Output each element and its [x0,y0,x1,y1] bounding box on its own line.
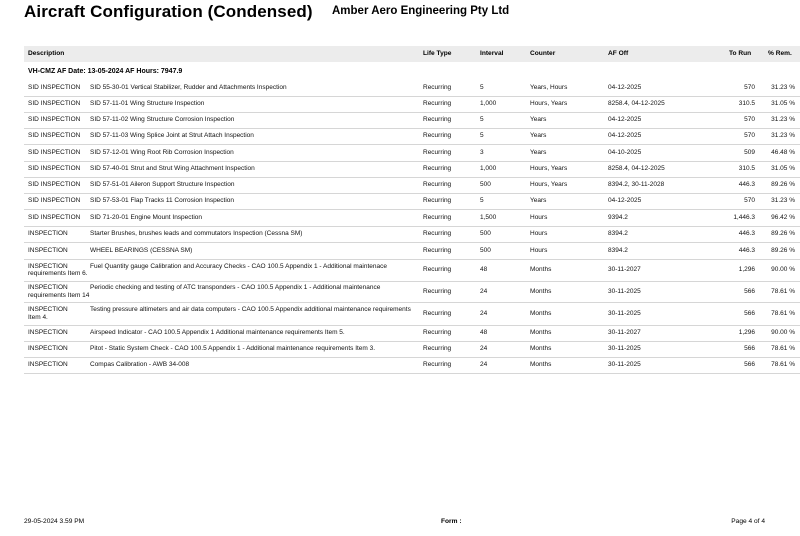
row-counter: Months [530,266,552,274]
row-pct-rem: 78.61 % [771,345,795,353]
row-desc-text: Airspeed Indicator - CAO 100.5 Appendix 1 Additional maintenance requirements Item 5. [90,329,345,337]
row-to-run: 1,296 [738,329,755,337]
table-row [24,281,800,303]
aircraft-group-label: VH-CMZ AF Date: 13-05-2024 AF Hours: 7947.9 [28,68,183,75]
row-type: SID INSPECTION [28,181,81,189]
row-counter: Months [530,287,552,295]
page-number: Page 4 of 4 [731,518,765,525]
row-type: SID INSPECTION [28,132,81,140]
row-af-off: 8394.2 [608,230,628,238]
row-pct-rem: 46.48 % [771,148,795,156]
row-type: INSPECTION [28,306,68,314]
row-pct-rem: 96.42 % [771,213,795,221]
row-af-off: 04-12-2025 [608,84,642,92]
row-desc-text: SID 57-11-02 Wing Structure Corrosion Inspection [90,116,235,124]
row-counter: Months [530,345,552,353]
row-to-run: 446.3 [738,230,755,238]
row-life-type: Recurring [423,309,452,317]
row-life-type: Recurring [423,132,452,140]
row-description [28,193,418,209]
row-af-off: 8394.2, 30-11-2028 [608,181,665,189]
row-pct-rem: 89.26 % [771,246,795,254]
col-af-off: AF Off [608,50,629,57]
row-description [28,259,418,281]
row-counter: Hours [530,230,548,238]
row-af-off: 04-10-2025 [608,148,642,156]
row-interval: 3 [480,148,484,156]
row-pct-rem: 31.23 % [771,116,795,124]
row-life-type: Recurring [423,213,452,221]
row-counter: Hours, Years [530,165,568,173]
row-type: INSPECTION [28,345,68,353]
row-interval: 5 [480,84,484,92]
row-counter: Months [530,329,552,337]
row-desc-text: Periodic checking and testing of ATC transponders - CAO 100.5 Appendix 1 - Additional maintenance requirements Item 14 [28,284,381,299]
table-row [24,144,800,162]
row-desc-text: Testing pressure altimeters and air data computers - CAO 100.5 Appendix additional maintenance requirements Item 4. [28,306,411,321]
row-pct-rem: 31.23 % [771,197,795,205]
row-to-run: 566 [744,345,755,353]
row-description [28,325,418,341]
table-row [24,177,800,194]
col-pct-rem: % Rem. [768,50,792,57]
row-interval: 48 [480,266,488,274]
row-life-type: Recurring [423,287,452,295]
row-description [28,144,418,161]
row-interval: 500 [480,230,491,238]
row-life-type: Recurring [423,165,452,173]
row-to-run: 310.5 [738,165,755,173]
row-description [28,357,418,373]
row-to-run: 566 [744,287,755,295]
row-type: INSPECTION [28,329,68,337]
row-type: SID INSPECTION [28,84,81,92]
col-description: Description [28,50,65,57]
row-type: INSPECTION [28,230,68,238]
table-row [24,341,800,358]
table-row [24,80,800,97]
row-pct-rem: 78.61 % [771,361,795,369]
row-pct-rem: 31.23 % [771,84,795,92]
table-header [24,46,800,62]
row-af-off: 30-11-2025 [608,287,641,295]
row-desc-text: Fuel Quantity gauge Calibration and Accuracy Checks - CAO 100.5 Appendix 1 - Additional maintenace requirements Item 6. [28,262,388,277]
row-af-off: 04-12-2025 [608,197,642,205]
row-to-run: 570 [744,84,755,92]
row-desc-text: SID 57-12-01 Wing Root Rib Corrosion Inspection [90,148,234,156]
row-description [28,281,418,302]
row-counter: Hours [530,246,548,254]
row-interval: 24 [480,345,488,353]
row-pct-rem: 89.26 % [771,230,795,238]
table-row [24,161,800,178]
col-life-type: Life Type [423,50,452,57]
row-type: INSPECTION [28,246,68,254]
row-counter: Hours, Years [530,100,568,108]
table-row [24,193,800,210]
row-desc-text: SID 57-51-01 Aileron Support Structure Inspection [90,181,235,189]
row-type: SID INSPECTION [28,213,81,221]
row-pct-rem: 90.00 % [771,266,795,274]
row-interval: 1,500 [480,213,497,221]
row-type: SID INSPECTION [28,197,81,205]
row-af-off: 8258.4, 04-12-2025 [608,165,665,173]
row-desc-text: SID 57-40-01 Strut and Strut Wing Attachment Inspection [90,165,255,173]
row-type: INSPECTION [28,361,68,369]
row-interval: 1,000 [480,165,497,173]
row-type: SID INSPECTION [28,165,81,173]
row-to-run: 1,296 [738,266,755,274]
row-pct-rem: 31.23 % [771,132,795,140]
row-desc-text: Compas Calibration - AWB 34-008 [90,361,190,369]
row-af-off: 30-11-2027 [608,266,641,274]
table-row [24,112,800,129]
row-desc-text: SID 71-20-01 Engine Mount Inspection [90,213,203,221]
col-to-run: To Run [729,50,752,57]
row-to-run: 1,446.3 [733,213,755,221]
company-name: Amber Aero Engineering Pty Ltd [332,5,510,17]
row-description [28,209,418,226]
table-row [24,242,800,260]
row-life-type: Recurring [423,148,452,156]
row-counter: Months [530,361,552,369]
row-to-run: 509 [744,148,755,156]
table-row [24,302,800,326]
row-desc-text: SID 55-30-01 Vertical Stabilizer, Rudder and Attachments Inspection [90,84,287,92]
table-row [24,259,800,282]
row-pct-rem: 78.61 % [771,287,795,295]
row-description [28,242,418,259]
row-interval: 48 [480,329,488,337]
row-description [28,161,418,177]
row-af-off: 30-11-2025 [608,345,641,353]
row-counter: Years [530,116,547,124]
row-to-run: 310.5 [738,100,755,108]
row-description [28,302,418,325]
row-desc-text: SID 57-11-01 Wing Structure Inspection [90,100,205,108]
row-life-type: Recurring [423,230,452,238]
row-af-off: 9394.2 [608,213,628,221]
row-desc-text: Pitot - Static System Check - CAO 100.5 Appendix 1 - Additional maintenance requirements Item 3. [90,345,376,353]
row-life-type: Recurring [423,345,452,353]
row-life-type: Recurring [423,266,452,274]
row-type: SID INSPECTION [28,100,81,108]
report-title: Aircraft Configuration (Condensed) [24,2,313,21]
row-counter: Years [530,148,547,156]
row-life-type: Recurring [423,181,452,189]
row-description [28,128,418,144]
row-interval: 24 [480,361,488,369]
print-date: 29-05-2024 3.59 PM [24,518,85,525]
row-af-off: 30-11-2027 [608,329,641,337]
table-row [24,209,800,227]
row-desc-text: SID 57-53-01 Flap Tracks 11 Corrosion Inspection [90,197,235,205]
row-to-run: 566 [744,309,755,317]
table-row [24,226,800,243]
row-pct-rem: 89.26 % [771,181,795,189]
row-type: INSPECTION [28,284,68,292]
row-interval: 24 [480,309,488,317]
row-pct-rem: 31.05 % [771,165,795,173]
row-to-run: 570 [744,197,755,205]
row-desc-text: WHEEL BEARINGS (CESSNA SM) [90,246,193,254]
row-af-off: 04-12-2025 [608,132,642,140]
table-row [24,128,800,145]
row-type: SID INSPECTION [28,148,81,156]
table-row [24,357,800,374]
row-to-run: 446.3 [738,181,755,189]
row-counter: Years [530,132,547,140]
row-af-off: 04-12-2025 [608,116,642,124]
row-description [28,226,418,242]
col-counter: Counter [530,50,556,57]
row-type: INSPECTION [28,262,68,270]
row-to-run: 570 [744,132,755,140]
row-af-off: 8394.2 [608,246,628,254]
row-life-type: Recurring [423,329,452,337]
row-description [28,112,418,128]
row-to-run: 570 [744,116,755,124]
row-life-type: Recurring [423,246,452,254]
row-interval: 5 [480,116,484,124]
row-description [28,177,418,193]
row-pct-rem: 90.00 % [771,329,795,337]
row-counter: Months [530,309,552,317]
row-description [28,80,418,96]
row-type: SID INSPECTION [28,116,81,124]
row-interval: 24 [480,287,488,295]
row-counter: Hours, Years [530,181,568,189]
row-desc-text: Starter Brushes, brushes leads and commutators Inspection (Cessna SM) [90,230,303,238]
row-pct-rem: 78.61 % [771,309,795,317]
row-life-type: Recurring [423,84,452,92]
form-label: Form : [441,518,462,525]
table-row [24,325,800,342]
row-af-off: 30-11-2025 [608,309,641,317]
row-description [28,96,418,112]
row-pct-rem: 31.05 % [771,100,795,108]
row-interval: 1,000 [480,100,497,108]
row-desc-text: SID 57-11-03 Wing Splice Joint at Strut Attach Inspection [90,132,254,140]
row-af-off: 30-11-2025 [608,361,641,369]
row-interval: 5 [480,132,484,140]
row-counter: Years, Hours [530,84,568,92]
row-interval: 500 [480,246,491,254]
row-to-run: 446.3 [738,246,755,254]
row-life-type: Recurring [423,116,452,124]
row-life-type: Recurring [423,100,452,108]
row-to-run: 566 [744,361,755,369]
row-life-type: Recurring [423,361,452,369]
col-interval: Interval [480,50,504,57]
row-interval: 5 [480,197,484,205]
row-af-off: 8258.4, 04-12-2025 [608,100,665,108]
row-counter: Hours [530,213,548,221]
row-life-type: Recurring [423,197,452,205]
table-row [24,96,800,113]
row-counter: Years [530,197,547,205]
row-interval: 500 [480,181,491,189]
row-description [28,341,418,357]
